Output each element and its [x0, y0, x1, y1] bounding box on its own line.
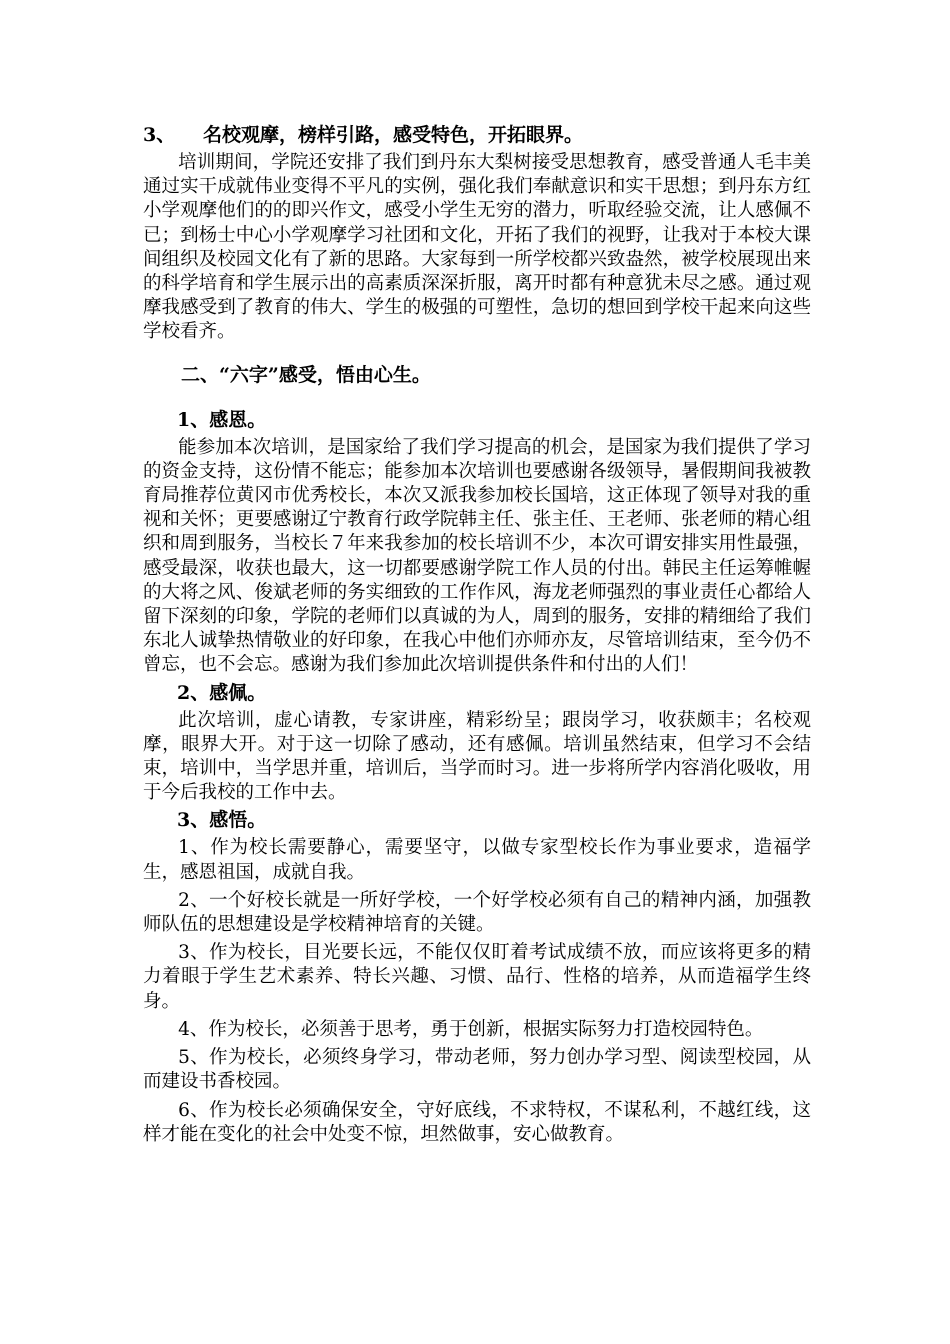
- gratitude-paragraph: 能参加本次培训，是国家给了我们学习提高的机会，是国家为我们提供了学习的资金支持，这份情不能忘；能参加本次培训也要感谢各级领导，暑假期间我被教育局推荐位黄冈市优秀校长，本次又派我参加校长国培，这正体现了领导对我的重视和关怀；更要感谢辽宁教育行政学院韩主任、张主任、王老师、张老师的精心组织和周到服务，当校长７年来我参加的校长培训不少，本次可谓安排实用性最强，感受最深，收获也最大，这一切都要感谢学院工作人员的付出。韩民主任运筹帷幄的大将之风、俊斌老师的务实细致的工作作风，海龙老师强烈的事业责任心都给人留下深刻的印象，学院的老师们以真诚的为人，周到的服务，安排的精细给了我们东北人诚挚热情敬业的好印象，在我心中他们亦师亦友，尽管培训结束，至今仍不曾忘，也不会忘。感谢为我们参加此次培训提供条件和付出的人们！: [143, 436, 811, 676]
- insight-item-2: 2、一个好校长就是一所好学校，一个好学校必须有自己的精神内涵，加强教师队伍的思想建设是学校精神培育的关键。: [143, 889, 811, 936]
- section-3-title: 名校观摩，榜样引路，感受特色，开拓眼界。: [203, 124, 584, 146]
- section-3-number: 3、: [143, 124, 176, 146]
- section-two-heading: 二、“六字”感受，悟由心生。: [181, 363, 431, 386]
- section-3-paragraph: 培训期间，学院还安排了我们到丹东大梨树接受思想教育，感受普通人毛丰美通过实干成就伟业变得不平凡的实例，强化我们奉献意识和实干思想；到丹东方红小学观摩他们的的即兴作文，感受小学生无穷的潜力，听取经验交流，让人感佩不已；到杨士中心小学观摩学习社团和文化，开拓了我们的视野，让我对于本校大课间组织及校园文化有了新的思路。大家每到一所学校都兴致盎然，被学校展现出来的科学培育和学生展示出的高素质深深折服，离开时都有种意犹未尽之感。通过观摩我感受到了教育的伟大、学生的极强的可塑性，急切的想回到学校干起来向这些学校看齐。: [143, 152, 811, 343]
- insight-item-1: 1、作为校长需要静心，需要坚守，以做专家型校长作为事业要求，造福学生，感恩祖国，成就自我。: [143, 837, 811, 883]
- insight-list: [143, 836, 811, 1146]
- admiration-heading: 2、感佩。: [177, 681, 267, 704]
- document-body: [143, 120, 811, 1151]
- insight-item-4: 4、作为校长，必须善于思考，勇于创新，根据实际努力打造校园特色。: [178, 1018, 764, 1040]
- insight-item-5: 5、作为校长，必须终身学习，带动老师，努力创办学习型、阅读型校园，从而建设书香校园。: [143, 1047, 811, 1093]
- insight-item-6: 6、作为校长必须确保安全，守好底线，不求特权，不谋私利，不越红线，这样才能在变化的社会中处变不惊，坦然做事，安心做教育。: [143, 1099, 811, 1145]
- insight-heading: 3、感悟。: [177, 809, 267, 832]
- admiration-paragraph: 此次培训，虚心请教，专家讲座，精彩纷呈；跟岗学习，收获颇丰；名校观摩，眼界大开。对于这一切除了感动，还有感佩。培训虽然结束，但学习不会结束，培训中，当学思并重，培训后，当学而时习。进一步将所学内容消化吸收，用于今后我校的工作中去。: [143, 709, 811, 804]
- insight-item-3: 3、作为校长，目光要长远，不能仅仅盯着考试成绩不放，而应该将更多的精力着眼于学生艺术素养、特长兴趣、习惯、品行、性格的培养，从而造福学生终身。: [143, 942, 811, 1012]
- section-3-heading: [143, 120, 811, 151]
- gratitude-heading: 1、感恩。: [177, 408, 267, 431]
